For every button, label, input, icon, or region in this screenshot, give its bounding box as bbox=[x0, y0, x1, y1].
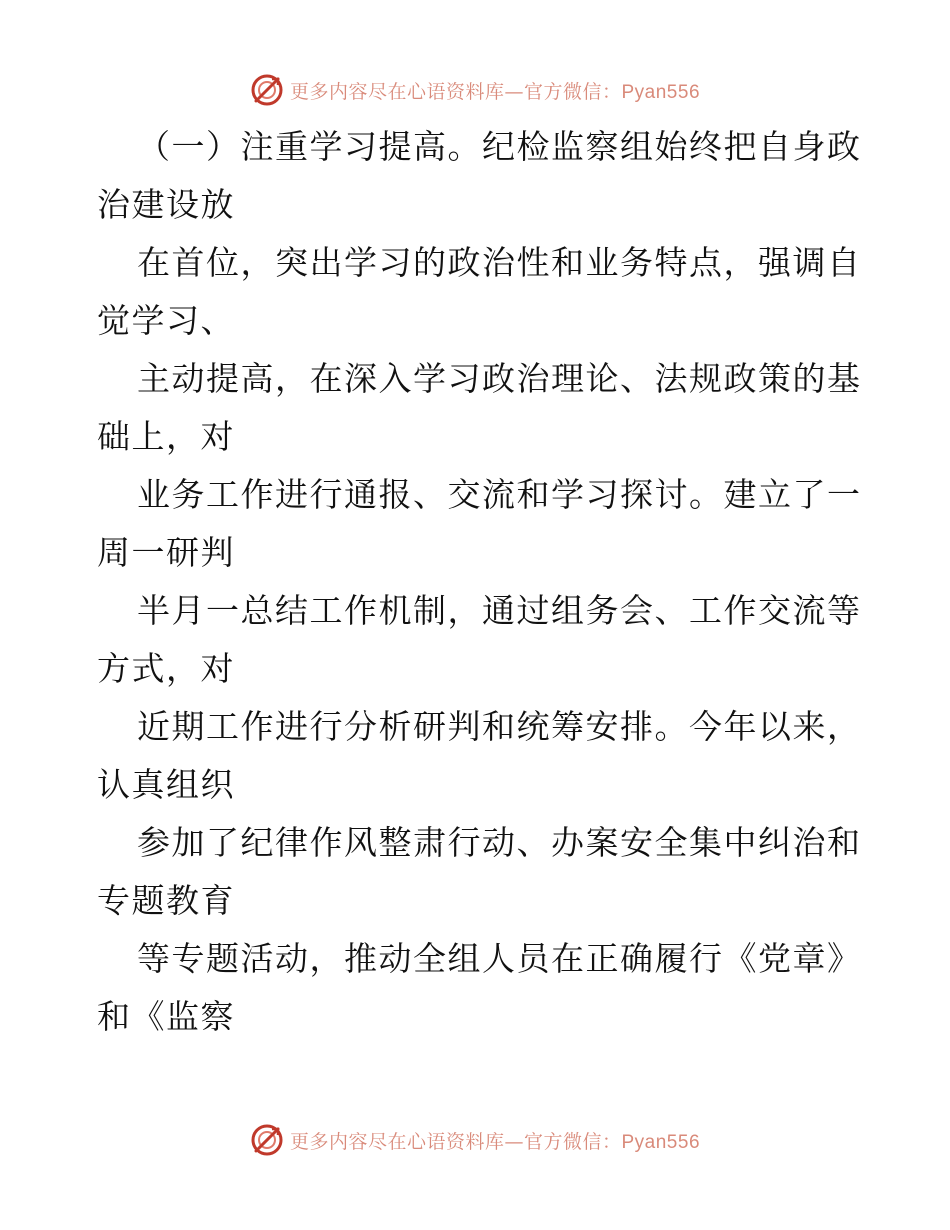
header-watermark-handle: Pyan556 bbox=[621, 81, 701, 103]
paragraph-7 bbox=[97, 814, 862, 930]
paragraph-line: 主动提高，在深入学习政治理论、法规政策的基 bbox=[137, 359, 862, 398]
paragraph-5 bbox=[97, 582, 862, 698]
footer-watermark-text: 更多内容尽在心语资料库—官方微信：Pyan556 bbox=[289, 1130, 701, 1153]
paragraph-line: 方式，对 bbox=[97, 649, 235, 688]
paragraph-6 bbox=[97, 698, 862, 814]
header-watermark-text: 更多内容尽在心语资料库—官方微信：Pyan556 bbox=[289, 80, 701, 103]
brand-logo-icon bbox=[250, 73, 284, 107]
paragraph-line: 专题教育 bbox=[97, 881, 235, 920]
document-body bbox=[97, 118, 862, 1046]
paragraph-line: 等专题活动，推动全组人员在正确履行《党章》 bbox=[137, 939, 862, 978]
paragraph-line: 觉学习、 bbox=[97, 301, 235, 340]
paragraph-line: 业务工作进行通报、交流和学习探讨。建立了一 bbox=[137, 475, 862, 514]
paragraph-line: 参加了纪律作风整肃行动、办案安全集中纠治和 bbox=[137, 823, 862, 862]
paragraph-line: 和《监察 bbox=[97, 997, 235, 1036]
paragraph-3 bbox=[97, 350, 862, 466]
paragraph-8 bbox=[97, 930, 862, 1046]
paragraph-line: 近期工作进行分析研判和统筹安排。今年以来， bbox=[137, 707, 862, 746]
paragraph-line: 认真组织 bbox=[97, 765, 235, 804]
paragraph-line: （一）注重学习提高。纪检监察组始终把自身政 bbox=[137, 127, 862, 166]
footer-watermark-handle: Pyan556 bbox=[621, 1131, 701, 1153]
footer-watermark-banner bbox=[0, 1120, 950, 1160]
paragraph-1 bbox=[97, 118, 862, 234]
brand-logo-icon bbox=[250, 1123, 284, 1157]
paragraph-4 bbox=[97, 466, 862, 582]
paragraph-line: 周一研判 bbox=[97, 533, 235, 572]
header-watermark-banner bbox=[0, 70, 950, 110]
paragraph-2 bbox=[97, 234, 862, 350]
paragraph-line: 在首位，突出学习的政治性和业务特点，强调自 bbox=[137, 243, 862, 282]
paragraph-line: 治建设放 bbox=[97, 185, 235, 224]
paragraph-line: 础上，对 bbox=[97, 417, 235, 456]
paragraph-line: 半月一总结工作机制，通过组务会、工作交流等 bbox=[137, 591, 862, 630]
